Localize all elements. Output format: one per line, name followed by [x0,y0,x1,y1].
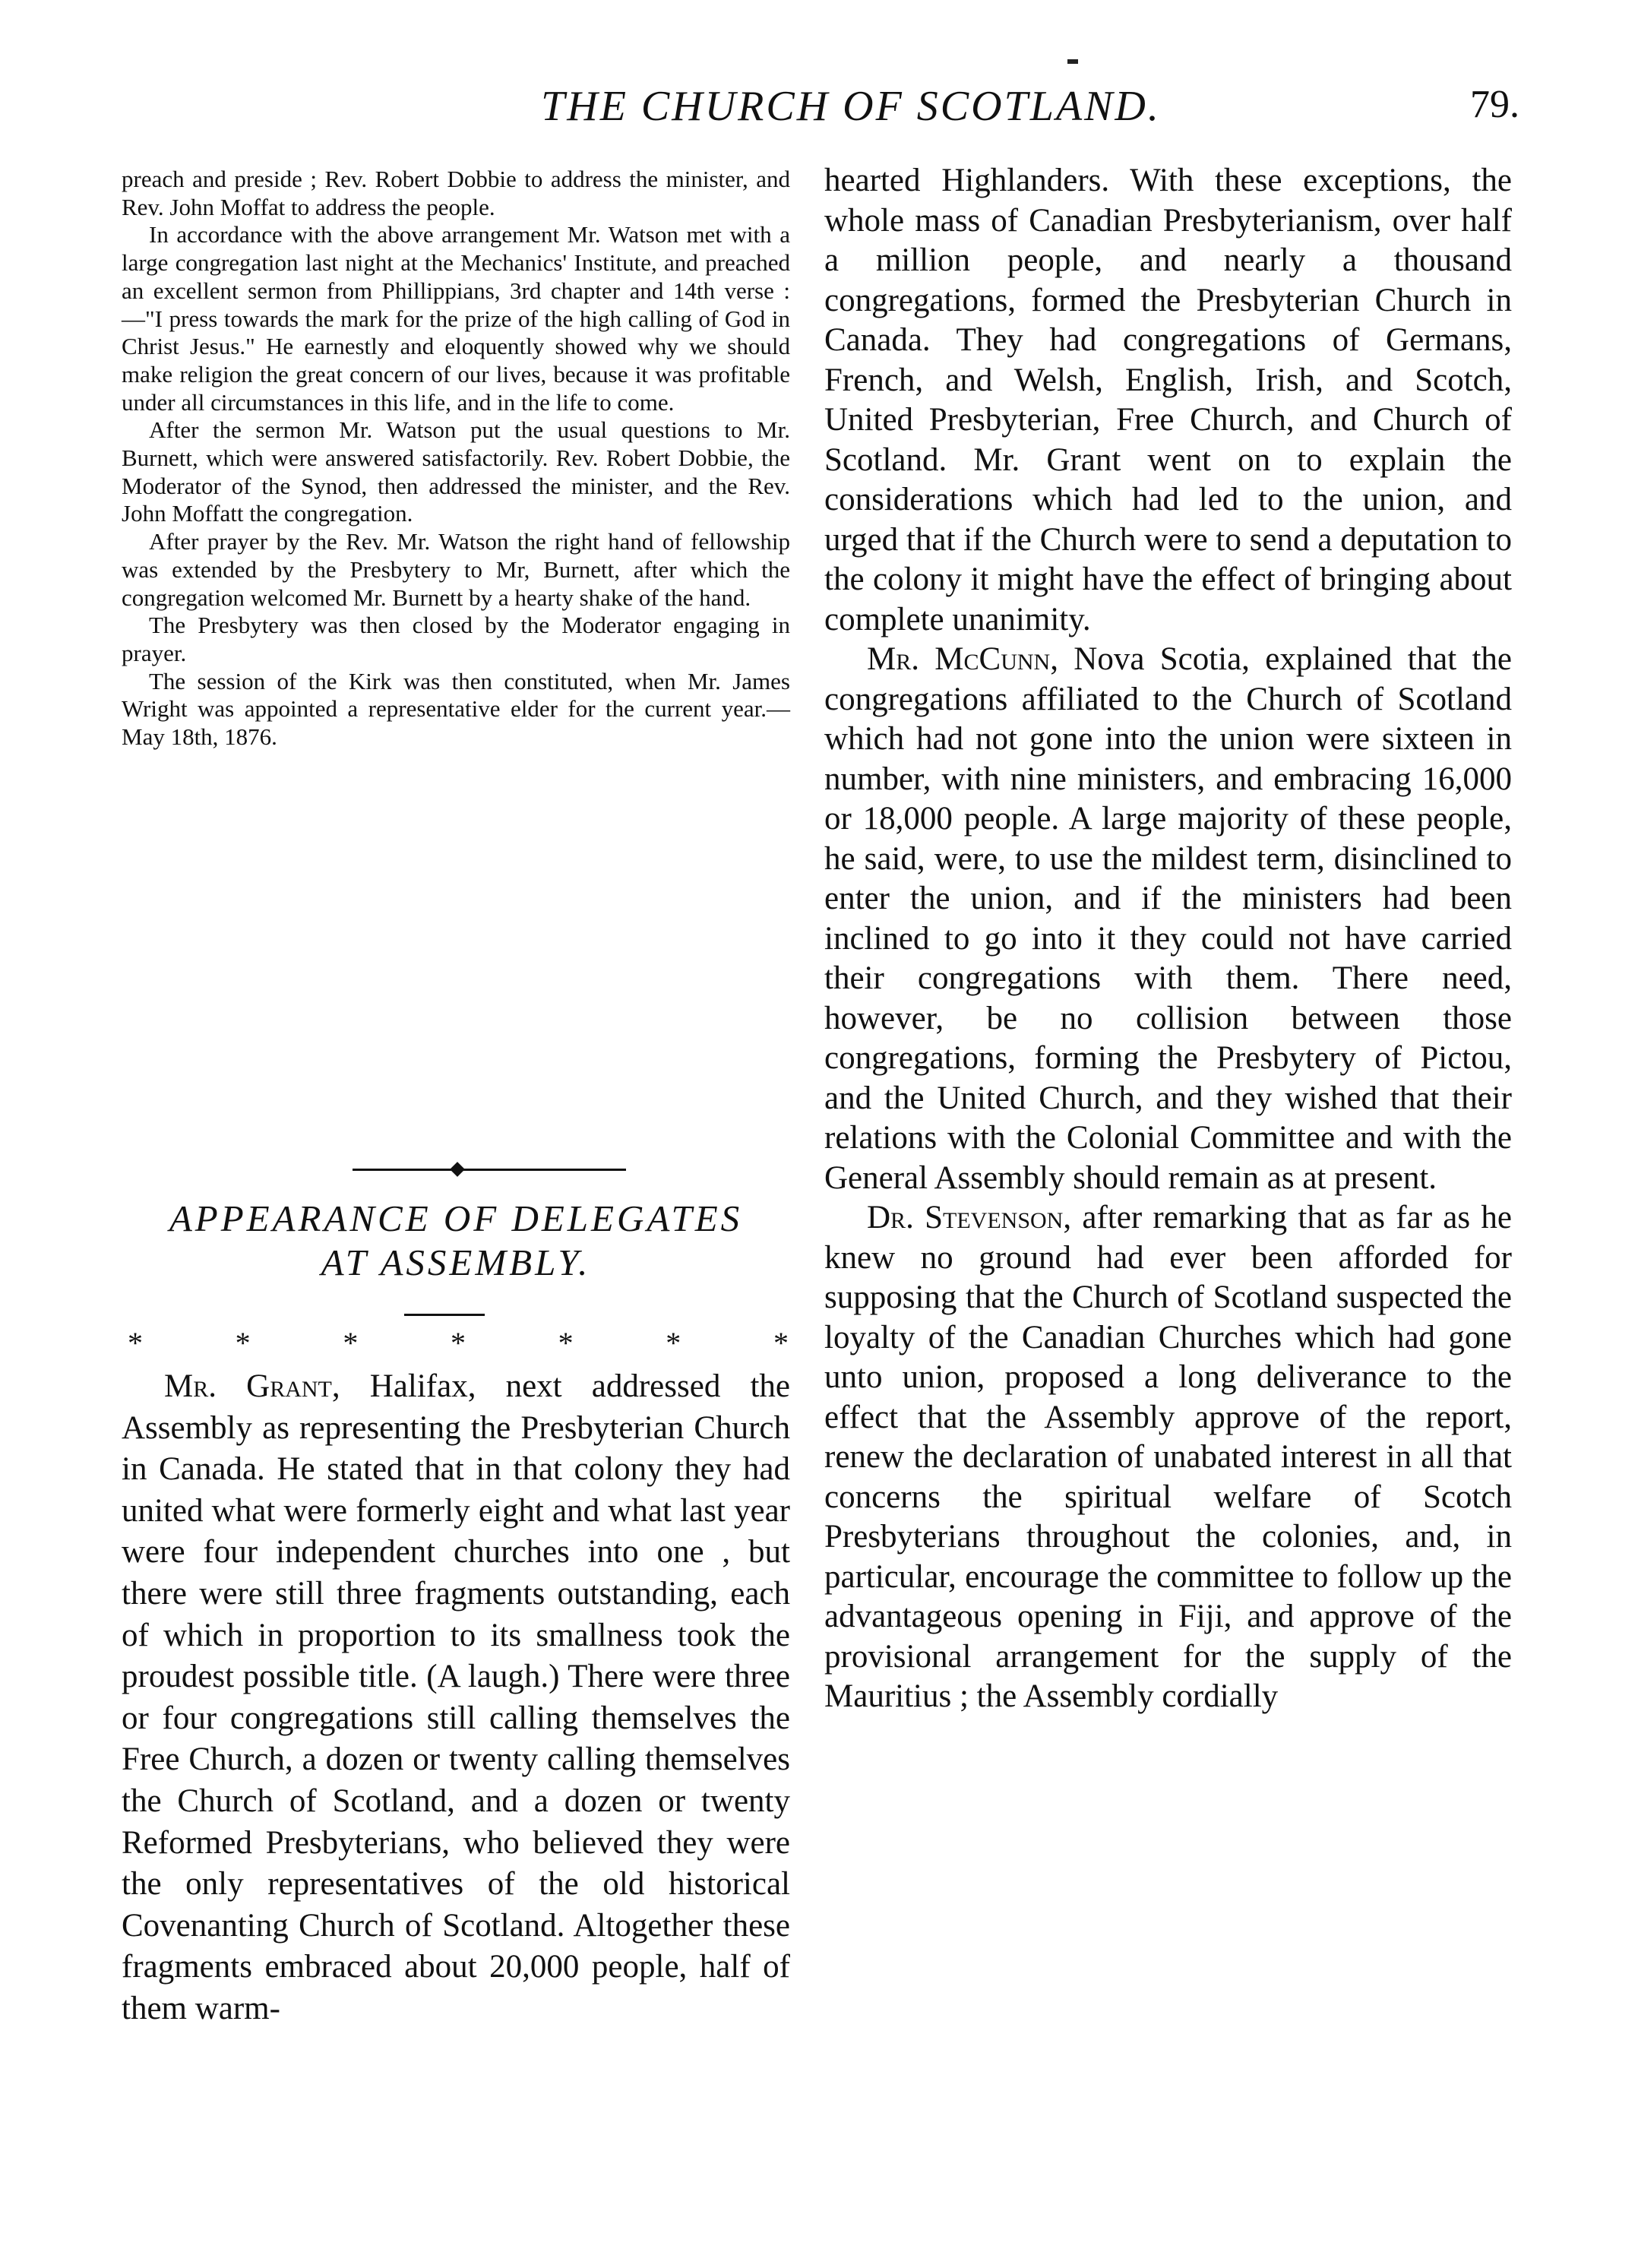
paragraph: After the sermon Mr. Watson put the usual questions to Mr. Burnett, which were answered satisfactorily. Rev. Robert Dobbie, the Moderator of the Synod, then addressed the minister, and the Rev. John Moffatt the congregation. [122,416,790,527]
asterisk: * [558,1326,574,1360]
paragraph: In accordance with the above arrangement Mr. Watson met with a large congregation last night at the Mechanics' Institute, and preached an excellent sermon from Phillippians, 3rd chapter and 14th verse :—"I press towards the mark for the prize of the high calling of God in Christ Jesus." He earnestly and eloquently showed why we should make religion the great concern of our lives, because it was profitable under all circumstances in this life, and in the life to come. [122,221,790,416]
left-column-article-text [122,1366,790,2030]
heading-line: AT ASSEMBLY. [321,1242,591,1283]
paragraph [122,1366,790,2030]
heading-line: APPEARANCE OF DELEGATES [169,1197,743,1239]
speaker-name: Dr. Stevenson [867,1200,1064,1235]
section-heading [122,1197,790,1285]
left-column-small-text [122,166,790,751]
speaker-name: Mr. Grant [164,1368,332,1404]
paragraph: hearted Highlanders. With these exceptions, the whole mass of Canadian Presbyterianism, over half a million people, and nearly a thousand congregations, formed the Presbyterian Church in Canada. They had congregations of Germans, French, and Welsh, English, Irish, and Scotch, United Presbyterian, Free Church, and Church of Scotland. Mr. Grant went on to explain the considerations which had led to the union, and urged that if the Church were to send a deputation to the colony it might have the effect of bringing about complete unanimity. [824,163,1512,637]
divider-ornament [450,1162,465,1177]
asterisk: * [666,1326,681,1360]
asterisk: * [343,1326,359,1360]
speaker-name: Mr. McCunn [867,641,1051,677]
asterisk: * [450,1326,466,1360]
asterism [128,1325,789,1361]
paragraph [824,640,1512,1198]
print-mark [1067,59,1078,64]
asterisk: * [128,1326,143,1360]
asterisk: * [235,1326,251,1360]
paragraph [824,1198,1512,1717]
paragraph-text: , Halifax, next addressed the Assembly as representing the Presbyterian Church in Canada. He stated that in that colony they had united what were formerly eight and what last year were four independent churches into one , but there were still three fragments outstanding, each of which in proportion to its smallness took the proudest possible title. (A laugh.) There were three or four congregations still calling themselves the Free Church, a dozen or twenty calling themselves the Church of Scotland, and a dozen or twenty Reformed Presbyterians, who believed they were the only representatives of the old historical Covenanting Church of Scotland. Altogether these fragments embraced about 20,000 people, half of them warm- [122,1368,790,2026]
paragraph: The Presbytery was then closed by the Moderator engaging in prayer. [122,612,790,666]
paragraph-text: , Nova Scotia, explained that the congregations affiliated to the Church of Scotland which had not gone into the union were sixteen in number, with nine ministers, and embracing 16,000 or 18,000 people. A large majority of these people, he said, were, to use the mildest term, disinclined to enter the union, and if the ministers had been inclined to go into it they could not have carried their congregations with them. There need, however, be no collision between those congregations, forming the Presbytery of Pictou, and the United Church, and they wished that their relations with the Colonial Committee and with the General Assembly should remain as at present. [824,641,1512,1196]
asterisk: * [773,1326,789,1360]
running-head [114,82,1519,135]
paragraph: After prayer by the Rev. Mr. Watson the right hand of fellowship was extended by the Presbytery to Mr, Burnett, after which the congregation welcomed Mr. Burnett by a hearty shake of the hand. [122,528,790,611]
running-title: THE CHURCH OF SCOTLAND. [541,83,1161,130]
right-column-article-text [824,161,1512,1717]
divider-rule [353,1169,626,1171]
paragraph: preach and preside ; Rev. Robert Dobbie to address the minister, and Rev. John Moffat to address the people. [122,166,790,220]
paragraph-text: , after remarking that as far as he knew no ground had ever been afforded for supposing that the Church of Scotland suspected the loyalty of the Canadian Churches which had gone unto union, proposed a long deliverance to the effect that the Assembly approve of the report, renew the declaration of unabated interest in all that concerns the spiritual welfare of Scotch Presbyterians throughout the colonies, and, in particular, encourage the committee to follow up the advantageous opening in Fiji, and approve of the provisional arrangement for the supply of the Mauritius ; the Assembly cordially [824,1200,1512,1714]
page-number: 79. [1470,83,1519,126]
paragraph: The session of the Kirk was then constituted, when Mr. James Wright was appointed a representative elder for the current year.—May 18th, 1876. [122,667,790,751]
heading-underline [404,1314,485,1316]
